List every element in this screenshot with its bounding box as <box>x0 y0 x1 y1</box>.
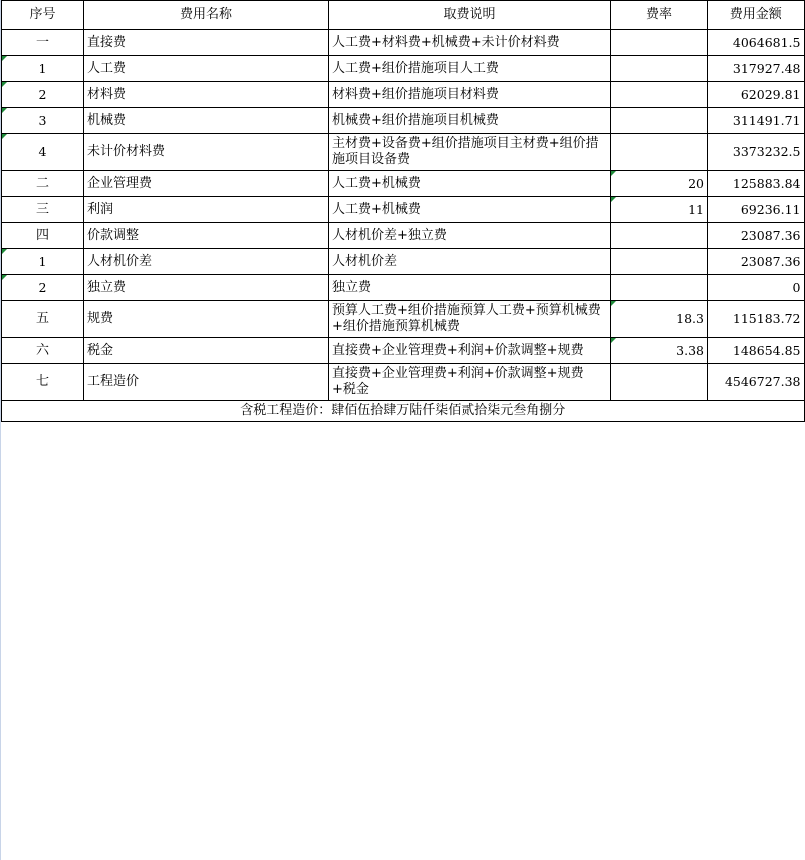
cell-rate[interactable] <box>611 30 708 56</box>
header-seq[interactable]: 序号 <box>2 1 84 30</box>
cell-rate[interactable]: 11 <box>611 197 708 223</box>
cell-seq[interactable]: 六 <box>2 338 84 364</box>
cell-seq[interactable]: 3 <box>2 108 84 134</box>
table-row <box>2 249 805 275</box>
cell-name[interactable]: 人工费 <box>84 56 329 82</box>
total-row <box>2 401 805 422</box>
cell-rate[interactable] <box>611 223 708 249</box>
cell-name[interactable]: 税金 <box>84 338 329 364</box>
cell-rate[interactable] <box>611 82 708 108</box>
cell-name[interactable]: 独立费 <box>84 275 329 301</box>
cell-seq[interactable]: 四 <box>2 223 84 249</box>
table-row <box>2 30 805 56</box>
header-name[interactable]: 费用名称 <box>84 1 329 30</box>
cost-summary-table <box>1 0 805 422</box>
total-amount-in-words[interactable]: 含税工程造价：肆佰伍拾肆万陆仟柒佰贰拾柒元叁角捌分 <box>2 401 805 422</box>
cell-seq[interactable]: 4 <box>2 134 84 171</box>
table-row <box>2 301 805 338</box>
cell-desc[interactable]: 直接费+企业管理费+利润+价款调整+规费 <box>329 338 611 364</box>
cell-seq[interactable]: 二 <box>2 171 84 197</box>
table-row <box>2 275 805 301</box>
cell-seq[interactable]: 2 <box>2 275 84 301</box>
cell-rate[interactable]: 3.38 <box>611 338 708 364</box>
cell-rate[interactable] <box>611 134 708 171</box>
cell-rate[interactable] <box>611 275 708 301</box>
cell-seq[interactable]: 五 <box>2 301 84 338</box>
cell-seq[interactable]: 七 <box>2 364 84 401</box>
cell-desc[interactable]: 直接费+企业管理费+利润+价款调整+规费+税金 <box>329 364 611 401</box>
cell-desc[interactable]: 人工费+机械费 <box>329 171 611 197</box>
cell-seq[interactable]: 1 <box>2 56 84 82</box>
cell-rate[interactable]: 18.3 <box>611 301 708 338</box>
cell-seq[interactable]: 一 <box>2 30 84 56</box>
cell-desc[interactable]: 主材费+设备费+组价措施项目主材费+组价措施项目设备费 <box>329 134 611 171</box>
cell-amount[interactable]: 317927.48 <box>708 56 805 82</box>
cell-seq[interactable]: 三 <box>2 197 84 223</box>
header-row <box>2 1 805 30</box>
cell-name[interactable]: 价款调整 <box>84 223 329 249</box>
cell-seq[interactable]: 2 <box>2 82 84 108</box>
cell-desc[interactable]: 材料费+组价措施项目材料费 <box>329 82 611 108</box>
cell-amount[interactable]: 0 <box>708 275 805 301</box>
cell-name[interactable]: 机械费 <box>84 108 329 134</box>
cell-amount[interactable]: 148654.85 <box>708 338 805 364</box>
cell-amount[interactable]: 115183.72 <box>708 301 805 338</box>
cell-name[interactable]: 未计价材料费 <box>84 134 329 171</box>
cell-rate[interactable] <box>611 249 708 275</box>
table-row <box>2 338 805 364</box>
cell-amount[interactable]: 125883.84 <box>708 171 805 197</box>
cell-desc[interactable]: 人工费+组价措施项目人工费 <box>329 56 611 82</box>
cell-name[interactable]: 人材机价差 <box>84 249 329 275</box>
header-desc[interactable]: 取费说明 <box>329 1 611 30</box>
cell-amount[interactable]: 62029.81 <box>708 82 805 108</box>
cell-name[interactable]: 工程造价 <box>84 364 329 401</box>
cell-rate[interactable]: 20 <box>611 171 708 197</box>
table-row <box>2 82 805 108</box>
cell-amount[interactable]: 23087.36 <box>708 223 805 249</box>
cell-name[interactable]: 直接费 <box>84 30 329 56</box>
cell-desc[interactable]: 独立费 <box>329 275 611 301</box>
cell-amount[interactable]: 3373232.5 <box>708 134 805 171</box>
cell-rate[interactable] <box>611 364 708 401</box>
header-rate[interactable]: 费率 <box>611 1 708 30</box>
cell-desc[interactable]: 人工费+材料费+机械费+未计价材料费 <box>329 30 611 56</box>
table-row <box>2 108 805 134</box>
cell-amount[interactable]: 4546727.38 <box>708 364 805 401</box>
cell-desc[interactable]: 人材机价差+独立费 <box>329 223 611 249</box>
table-row <box>2 134 805 171</box>
cell-seq[interactable]: 1 <box>2 249 84 275</box>
cell-rate[interactable] <box>611 56 708 82</box>
cell-amount[interactable]: 23087.36 <box>708 249 805 275</box>
table-row <box>2 56 805 82</box>
cell-desc[interactable]: 预算人工费+组价措施预算人工费+预算机械费+组价措施预算机械费 <box>329 301 611 338</box>
cell-name[interactable]: 利润 <box>84 197 329 223</box>
cell-amount[interactable]: 311491.71 <box>708 108 805 134</box>
cell-name[interactable]: 规费 <box>84 301 329 338</box>
cell-rate[interactable] <box>611 108 708 134</box>
cell-amount[interactable]: 4064681.5 <box>708 30 805 56</box>
table-row <box>2 171 805 197</box>
table-row <box>2 223 805 249</box>
cell-name[interactable]: 材料费 <box>84 82 329 108</box>
cell-amount[interactable]: 69236.11 <box>708 197 805 223</box>
cell-desc[interactable]: 人工费+机械费 <box>329 197 611 223</box>
table-row <box>2 364 805 401</box>
table-row <box>2 197 805 223</box>
cell-desc[interactable]: 机械费+组价措施项目机械费 <box>329 108 611 134</box>
header-amount[interactable]: 费用金额 <box>708 1 805 30</box>
cell-name[interactable]: 企业管理费 <box>84 171 329 197</box>
cell-desc[interactable]: 人材机价差 <box>329 249 611 275</box>
